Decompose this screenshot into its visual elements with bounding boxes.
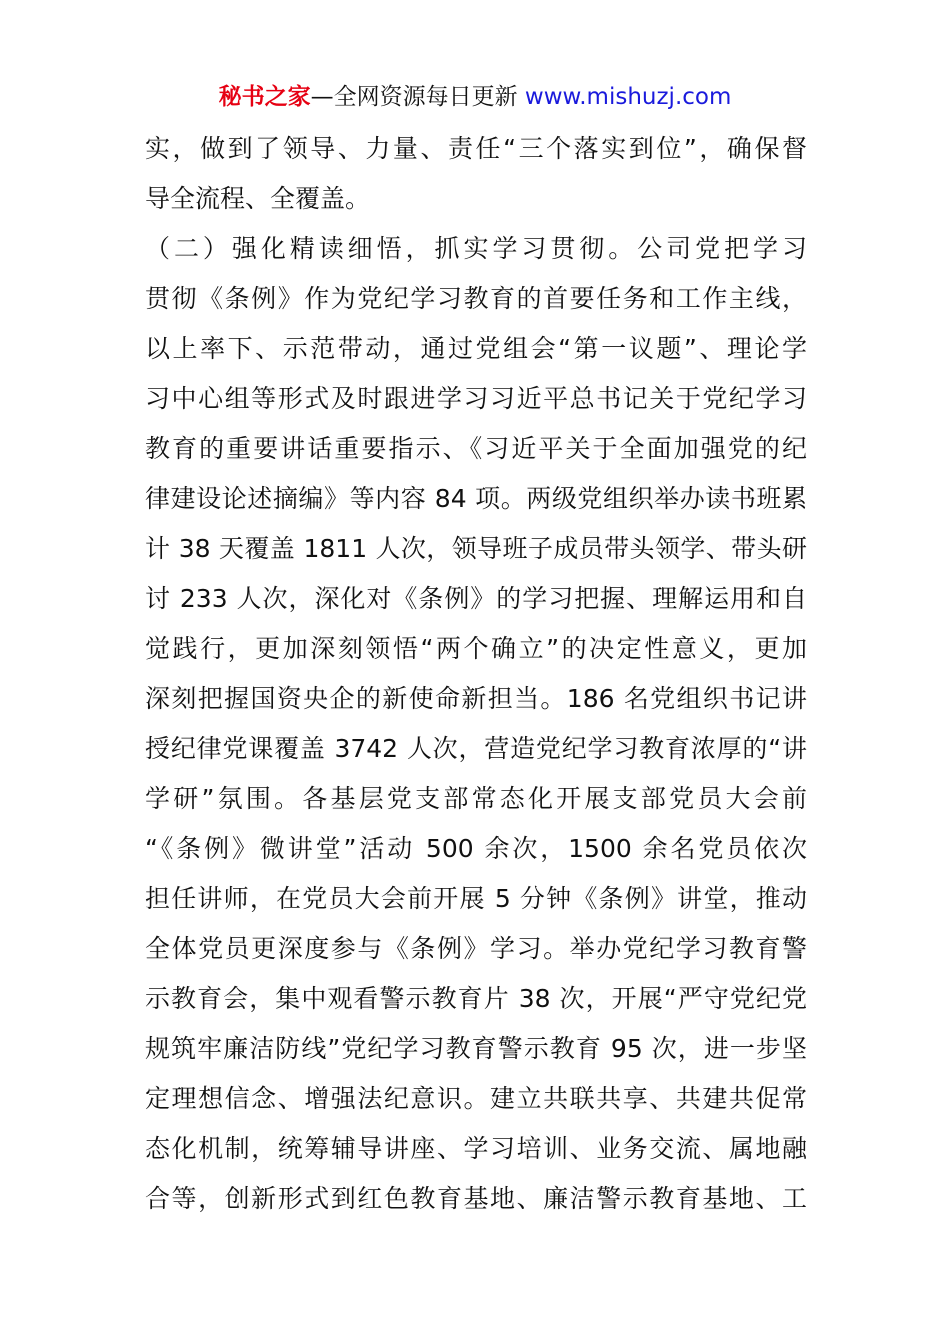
text-line: 合等，创新形式到红色教育基地、廉洁警示教育基地、工 — [145, 1184, 807, 1213]
text-line: 以上率下、示范带动，通过党组会“第一议题”、理论学 — [145, 334, 807, 363]
text-line: 全体党员更深度参与《条例》学习。举办党纪学习教育警 — [145, 934, 807, 963]
text-line: 贯彻《条例》作为党纪学习教育的首要任务和工作主线， — [145, 284, 807, 313]
site-url[interactable]: www.mishuzj.com — [524, 84, 732, 110]
text-line: 示教育会，集中观看警示教育片 38 次，开展“严守党纪党 — [145, 984, 807, 1013]
text-line: 担任讲师，在党员大会前开展 5 分钟《条例》讲堂，推动 — [145, 884, 807, 913]
text-line: 深刻把握国资央企的新使命新担当。186 名党组织书记讲 — [145, 684, 807, 713]
text-line: 觉践行，更加深刻领悟“两个确立”的决定性意义，更加 — [145, 634, 807, 663]
site-brand: 秘书之家 — [218, 84, 311, 110]
text-line: 导全流程、全覆盖。 — [145, 184, 371, 213]
text-line: 教育的重要讲话重要指示、《习近平关于全面加强党的纪 — [145, 434, 807, 463]
text-line: 计 38 天覆盖 1811 人次，领导班子成员带头领学、带头研 — [145, 534, 807, 563]
paragraph-heading-line: （二）强化精读细悟，抓实学习贯彻。公司党把学习 — [145, 234, 807, 263]
page-header — [0, 80, 950, 114]
text-line: “《条例》微讲堂”活动 500 余次，1500 余名党员依次 — [145, 834, 807, 863]
text-line: 律建设论述摘编》等内容 84 项。两级党组织举办读书班累 — [145, 484, 807, 513]
text-line: 习中心组等形式及时跟进学习习近平总书记关于党纪学习 — [145, 384, 807, 413]
text-line: 定理想信念、增强法纪意识。建立共联共享、共建共促常 — [145, 1084, 807, 1113]
text-line: 授纪律党课覆盖 3742 人次，营造党纪学习教育浓厚的“讲 — [145, 734, 807, 763]
document-body — [145, 124, 807, 1224]
text-line: 规筑牢廉洁防线”党纪学习教育警示教育 95 次，进一步坚 — [145, 1034, 807, 1063]
text-line: 学研”氛围。各基层党支部常态化开展支部党员大会前 — [145, 784, 807, 813]
site-tagline: —全网资源每日更新 — [310, 84, 518, 110]
text-line: 讨 233 人次，深化对《条例》的学习把握、理解运用和自 — [145, 584, 807, 613]
text-line: 态化机制，统筹辅导讲座、学习培训、业务交流、属地融 — [145, 1134, 807, 1163]
text-line: 实，做到了领导、力量、责任“三个落实到位”，确保督 — [145, 134, 807, 163]
